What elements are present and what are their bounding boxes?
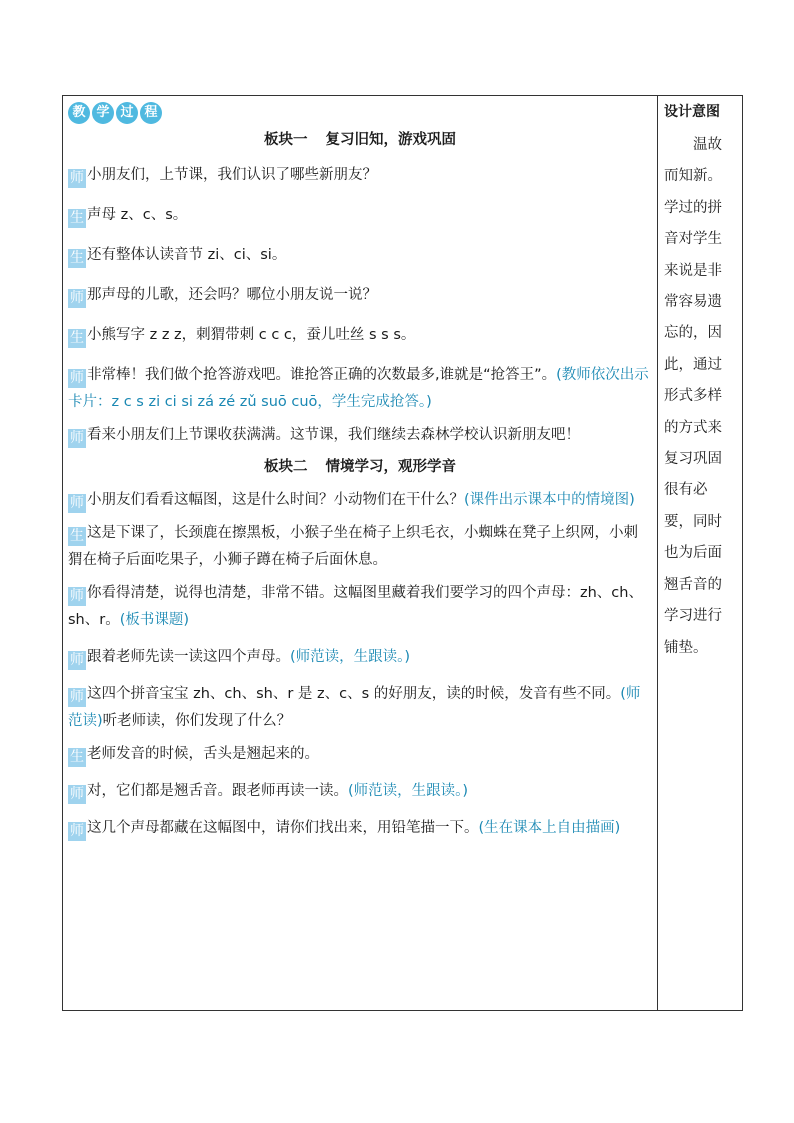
teacher-role-icon: 师 <box>70 370 84 386</box>
line-text: 老师发音的时候，舌头是翘起来的。 <box>87 746 319 762</box>
line-text: 小熊写字 z z z，刺猬带刺 c c c，蚕儿吐丝 s s s。 <box>87 327 416 343</box>
dialogue-line <box>68 322 652 349</box>
dialogue-line <box>68 362 652 416</box>
line-text: 还有整体认读音节 zi、ci、si。 <box>87 247 287 263</box>
teacher-role-icon: 师 <box>70 689 84 705</box>
design-intent-text: 温故而知新。学过的拼音对学生来说是非常容易遗忘的，因此，通过形式多样的方式来复习巩固很有必要，同时也为后面翘舌音的学习进行铺垫。 <box>664 137 722 656</box>
design-intent-column <box>664 100 740 664</box>
dialogue-line <box>68 681 652 735</box>
teaching-process-column <box>68 100 652 842</box>
line-text: 你看得清楚，说得也清楚，非常不错。这幅图里藏着我们要学习的四个声母：zh、ch、sh、r。 <box>68 585 643 628</box>
line-text: 这是下课了，长颈鹿在擦黑板，小猴子坐在椅子上织毛衣，小蜘蛛在凳子上织网，小刺猬在椅子后面吃果子，小狮子蹲在椅子后面休息。 <box>68 525 638 568</box>
teacher-role-icon: 师 <box>70 495 84 511</box>
student-role-icon: 生 <box>70 749 84 765</box>
dialogue-line <box>68 162 652 189</box>
dialogue-line <box>68 487 652 514</box>
teacher-role-icon: 师 <box>70 588 84 604</box>
badge-char: 教 <box>68 102 90 124</box>
section-title <box>68 455 652 479</box>
line-note: (板书课题) <box>119 612 190 628</box>
dialogue-line <box>68 520 652 574</box>
line-text-after: 听老师读，你们发现了什么？ <box>102 713 292 729</box>
section-heading: 情境学习，观形学音 <box>325 459 456 475</box>
teacher-role-icon: 师 <box>70 170 84 186</box>
section-heading: 复习旧知，游戏巩固 <box>325 132 456 148</box>
line-text: 非常棒！我们做个抢答游戏吧。谁抢答正确的次数最多,谁就是“抢答王”。 <box>87 367 557 383</box>
badge-char: 过 <box>116 102 138 124</box>
dialogue-line <box>68 644 652 671</box>
dialogue-line <box>68 202 652 229</box>
section-title <box>68 128 652 152</box>
line-text: 这四个拼音宝宝 zh、ch、sh、r 是 z、c、s 的好朋友，读的时候，发音有些不同。 <box>87 686 621 702</box>
dialogue-line <box>68 778 652 805</box>
line-text: 那声母的儿歌，还会吗？哪位小朋友说一说？ <box>87 287 377 303</box>
student-role-icon: 生 <box>70 210 84 226</box>
teacher-role-icon: 师 <box>70 786 84 802</box>
line-text: 对，它们都是翘舌音。跟老师再读一读。 <box>87 783 348 799</box>
badge-char: 学 <box>92 102 114 124</box>
line-text: 小朋友们，上节课，我们认识了哪些新朋友？ <box>87 167 377 183</box>
teacher-role-icon: 师 <box>70 652 84 668</box>
teaching-process-badge <box>68 100 162 126</box>
line-note: (师范读) <box>68 686 641 729</box>
student-role-icon: 生 <box>70 250 84 266</box>
section-number: 板块二 <box>264 459 308 475</box>
teacher-role-icon: 师 <box>70 290 84 306</box>
line-note: (课件出示课本中的情境图) <box>464 492 635 508</box>
dialogue-line <box>68 741 652 768</box>
line-text: 跟着老师先读一读这四个声母。 <box>87 649 290 665</box>
line-note: (教师依次出示卡片：z c s zi ci si zá zé zǔ suō cuō，学生完成抢答。) <box>68 367 649 410</box>
line-text: 看来小朋友们上节课收获满满。这节课，我们继续去森林学校认识新朋友吧！ <box>87 427 580 443</box>
student-role-icon: 生 <box>70 528 84 544</box>
dialogue-line <box>68 815 652 842</box>
teacher-role-icon: 师 <box>70 430 84 446</box>
line-text: 小朋友们看看这幅图，这是什么时间？小动物们在干什么？ <box>87 492 464 508</box>
dialogue-line <box>68 242 652 269</box>
line-text: 声母 z、c、s。 <box>87 207 188 223</box>
column-divider <box>657 95 658 1011</box>
design-intent-title: 设计意图 <box>664 104 720 120</box>
dialogue-line <box>68 282 652 309</box>
student-role-icon: 生 <box>70 330 84 346</box>
teacher-role-icon: 师 <box>70 823 84 839</box>
line-note: (师范读，生跟读。) <box>348 783 469 799</box>
dialogue-line <box>68 422 652 449</box>
dialogue-line <box>68 580 652 634</box>
badge-char: 程 <box>140 102 162 124</box>
line-note: (生在课本上自由描画) <box>478 820 621 836</box>
line-note: (师范读，生跟读。) <box>290 649 411 665</box>
section-number: 板块一 <box>264 132 308 148</box>
line-text: 这几个声母都藏在这幅图中，请你们找出来，用铅笔描一下。 <box>87 820 479 836</box>
